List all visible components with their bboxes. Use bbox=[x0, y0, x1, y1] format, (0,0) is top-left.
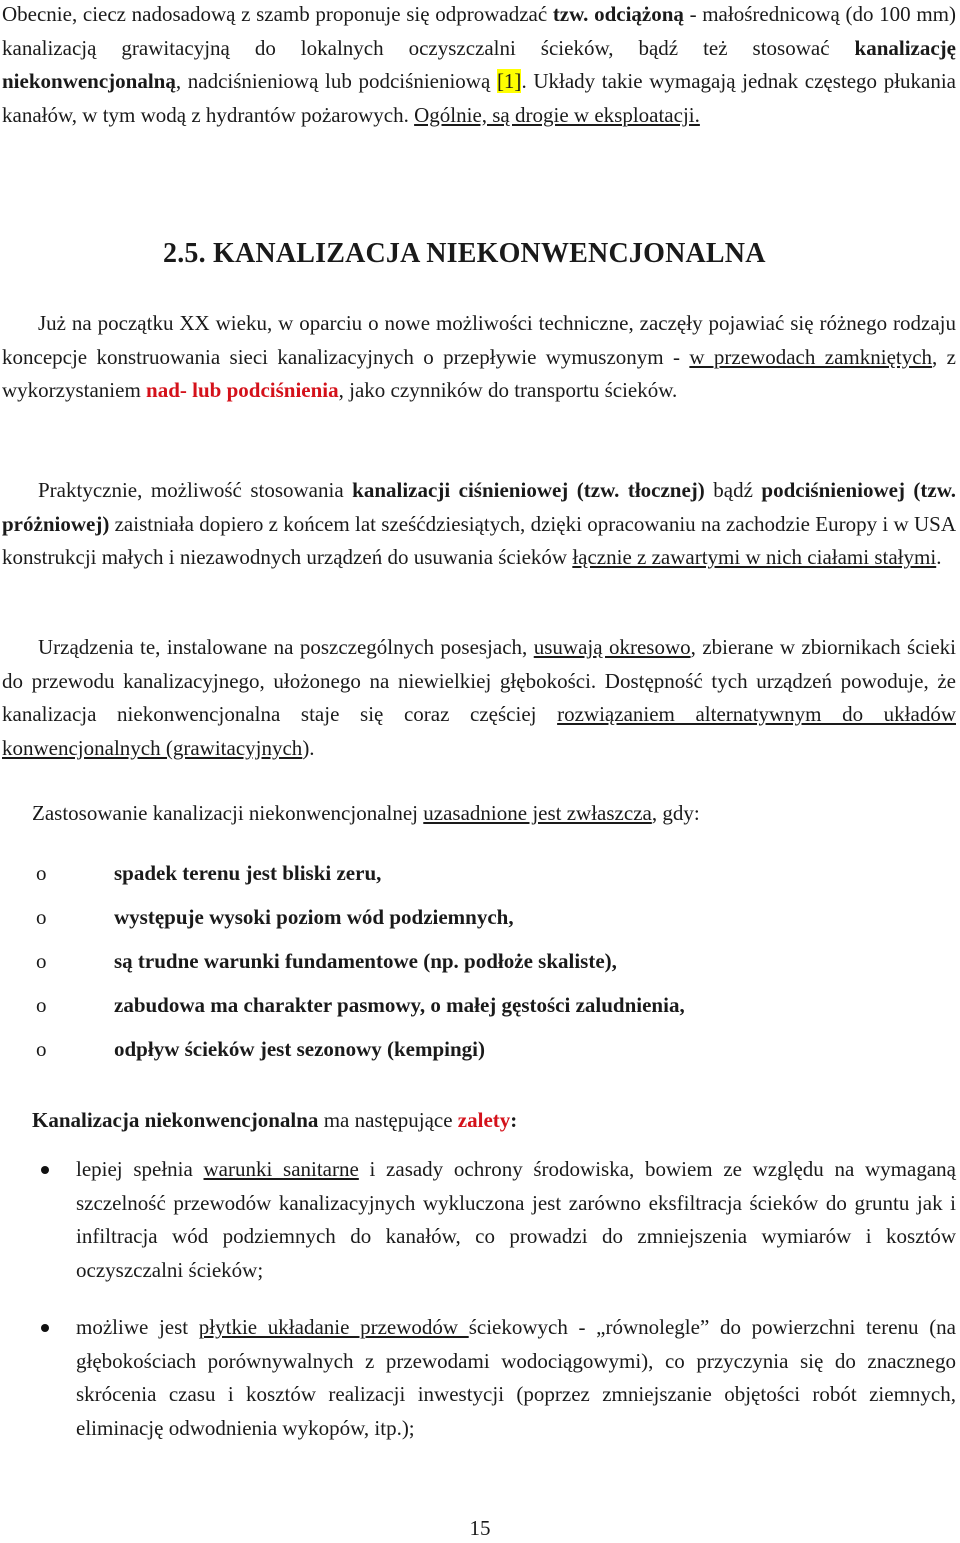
p5-text: ma następujące bbox=[318, 1108, 458, 1132]
adv1-text-2: i zasady ochrony środowiska, bowiem ze względu na wymaganą szczelność przewodów kanalizacyjnych wykluczona jest zarówno eksfiltracja ścieków do gruntu jak i infiltracja wód podziemnych do kanałów, co prowadzi do zmniejszenia wymiarów i kosztów oczyszczalni ścieków; bbox=[76, 1157, 956, 1282]
p2-underlined: łącznie z zawartymi w nich ciałami stałymi bbox=[572, 545, 937, 569]
advantages-intro bbox=[32, 1104, 932, 1138]
adv1-text: lepiej spełnia bbox=[76, 1157, 204, 1181]
intro-text-2: - małośrednicową (do 100 mm) kanalizacją grawitacyjną do lokalnych oczyszczalni ścieków, bądź też stosować bbox=[2, 2, 956, 60]
p2-bold-2: podciśnieniowej (tzw. próżniowej) bbox=[2, 478, 956, 536]
p5-colon: : bbox=[510, 1108, 518, 1132]
p5-red: zalety bbox=[457, 1108, 511, 1132]
list-item bbox=[36, 943, 916, 987]
list-item-text: spadek terenu jest bliski zeru, bbox=[114, 861, 382, 885]
p3-text: Urządzenia te, instalowane na poszczególnych posesjach, bbox=[38, 635, 534, 659]
intro-odciazona: odciążoną bbox=[594, 2, 684, 26]
p1-text-2: , z wykorzystaniem bbox=[2, 344, 957, 402]
paragraph-practical bbox=[2, 474, 956, 575]
intro-text: Obecnie, ciecz nadosadową z szamb proponuje się odprowadzać bbox=[2, 2, 553, 26]
paragraph-application bbox=[32, 797, 932, 831]
conditions-list bbox=[36, 855, 916, 1075]
adv2-text: możliwe jest bbox=[76, 1315, 199, 1339]
list-marker: o bbox=[36, 993, 47, 1017]
adv2-text-2: ściekowych - „równolegle” do powierzchni terenu (na głębokościach porównywalnych z przewodami wodociągowymi), co przyczynia się do znacznego skrócenia czasu i kosztów realizacji inwestycji (poprzez zmniejszanie objętości robót ziemnych, eliminację odwodnienia wykopów, itp.); bbox=[76, 1315, 957, 1440]
list-item bbox=[0, 1311, 960, 1445]
page-number: 15 bbox=[469, 1516, 491, 1540]
list-item-text: zabudowa ma charakter pasmowy, o małej gęstości zaludnienia, bbox=[114, 993, 685, 1017]
list-item-text bbox=[76, 1311, 956, 1445]
list-item bbox=[36, 855, 916, 899]
list-marker: o bbox=[36, 905, 47, 929]
intro-kanalizacja-niekonw: kanalizację niekonwencjonalną bbox=[2, 35, 956, 93]
p3-underlined-1: usuwają okresowo bbox=[533, 635, 691, 659]
p3-text-3: ). bbox=[302, 735, 315, 760]
p2-text-4: . bbox=[936, 545, 942, 569]
bullet-icon bbox=[41, 1166, 49, 1174]
p1-highlight-red: nad- lub podciśnienia bbox=[146, 378, 339, 402]
p4-text: Zastosowanie kanalizacji niekonwencjonalnej bbox=[32, 801, 424, 825]
list-item bbox=[36, 899, 916, 943]
list-item bbox=[0, 1153, 960, 1287]
p2-bold-1: kanalizacji ciśnieniowej (tzw. tłocznej) bbox=[352, 478, 705, 502]
adv1-underlined: warunki sanitarne bbox=[203, 1157, 359, 1181]
p3-text-2: , zbierane w zbiornikach ścieki do przewodu kanalizacyjnego, ułożonego na niewielkiej głębokości. Dostępność tych urządzeń powoduje, że kanalizacja niekonwencjonalna staje się coraz częściej bbox=[2, 635, 957, 726]
p1-text-3: , jako czynników do transportu ścieków. bbox=[338, 378, 678, 402]
paragraph-devices bbox=[2, 631, 956, 765]
section-heading: 2.5. KANALIZACJA NIEKONWENCJONALNA bbox=[163, 238, 766, 269]
p5-bold: Kanalizacja niekonwencjonalna bbox=[32, 1108, 319, 1132]
list-marker: o bbox=[36, 949, 47, 973]
intro-text-3: , nadciśnieniową lub podciśnieniową bbox=[175, 69, 497, 93]
list-marker: o bbox=[36, 1037, 47, 1061]
p1-underlined: w przewodach zamkniętych bbox=[689, 344, 933, 369]
intro-text-4: . Układy takie wymagają jednak częstego płukania kanałów, w tym wodą z hydrantów pożarowych. bbox=[2, 69, 956, 127]
list-item-text: występuje wysoki poziom wód podziemnych, bbox=[114, 905, 514, 929]
p2-text-3: zaistniała dopiero z końcem lat sześćdziesiątych, dzięki opracowaniu na zachodzie Europy i w USA konstrukcji małych i niezawodnych urządzeń do usuwania ścieków bbox=[2, 511, 956, 569]
list-item-text bbox=[76, 1153, 956, 1287]
p2-text-2: bądź bbox=[704, 478, 762, 502]
list-item bbox=[36, 987, 916, 1031]
paragraph-history bbox=[2, 307, 956, 408]
intro-paragraph bbox=[2, 0, 956, 132]
p2-text: Praktycznie, możliwość stosowania bbox=[38, 478, 353, 502]
p4-text-2: , gdy: bbox=[651, 801, 700, 825]
citation-link[interactable]: [1] bbox=[496, 69, 522, 93]
advantages-list bbox=[0, 1153, 960, 1445]
list-item-text: są trudne warunki fundamentowe (np. podłoże skaliste), bbox=[114, 949, 617, 973]
list-item-text: odpływ ścieków jest sezonowy (kempingi) bbox=[114, 1037, 485, 1061]
adv2-underlined: płytkie układanie przewodów bbox=[198, 1315, 469, 1339]
p4-underlined: uzasadnione jest zwłaszcza bbox=[423, 801, 652, 825]
p3-underlined-2: rozwiązaniem alternatywnym do układów konwencjonalnych (grawitacyjnych bbox=[2, 702, 956, 760]
intro-text-5: Ogólnie, są drogie w eksploatacji. bbox=[414, 102, 700, 127]
list-item bbox=[36, 1031, 916, 1075]
intro-tzw: tzw. bbox=[552, 2, 589, 26]
list-marker: o bbox=[36, 861, 47, 885]
bullet-icon bbox=[41, 1324, 49, 1332]
p1-text: Już na początku XX wieku, w oparciu o nowe możliwości techniczne, zaczęły pojawiać się różnego rodzaju koncepcje konstruowania sieci kanalizacyjnych o przepływie wymuszonym - bbox=[2, 311, 956, 369]
